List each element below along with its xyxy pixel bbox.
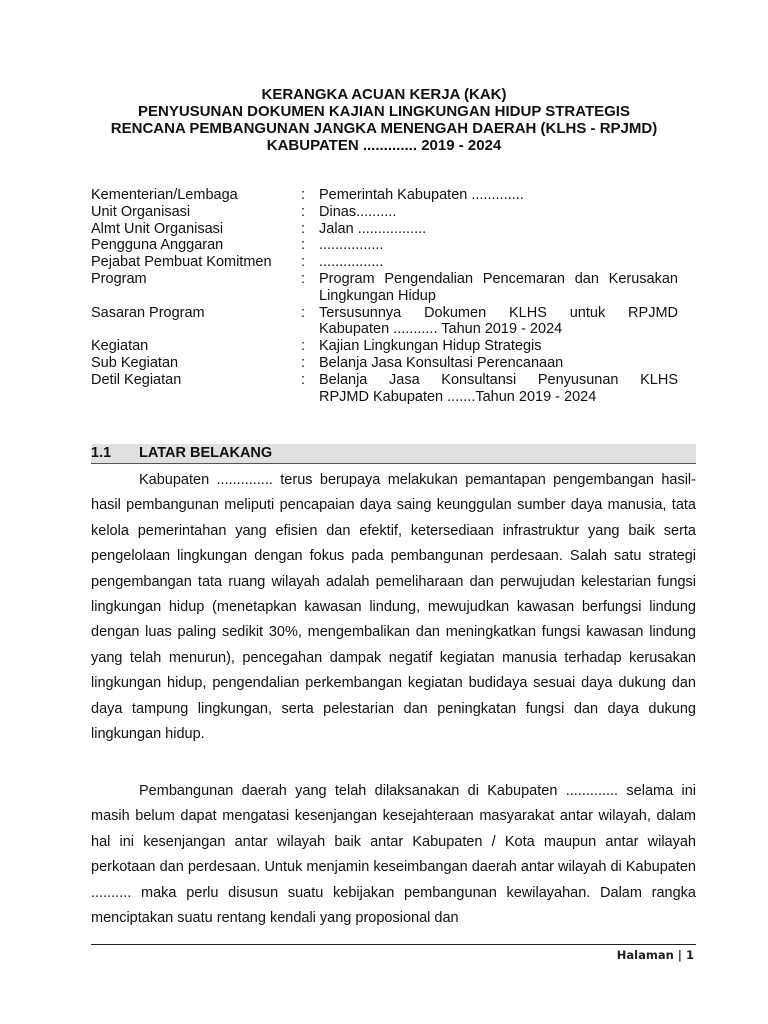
- meta-colon: :: [301, 254, 306, 271]
- meta-value-line: ................: [319, 254, 384, 271]
- meta-colon: :: [301, 338, 306, 355]
- page-number: Halaman | 1: [616, 948, 694, 962]
- meta-label: Kementerian/Lembaga: [91, 187, 238, 203]
- meta-label: Unit Organisasi: [91, 203, 191, 220]
- meta-value-line: Pemerintah Kabupaten .............: [319, 187, 524, 203]
- footer-divider: [91, 944, 696, 945]
- meta-row: [91, 221, 691, 238]
- meta-value-line: Program Pengendalian Pencemaran dan Kerusakan: [319, 270, 678, 287]
- paragraph: [91, 779, 696, 931]
- meta-value-line: Belanja Jasa Konsultasi Perencanaan: [319, 354, 564, 371]
- meta-value: [319, 254, 678, 271]
- meta-value: [319, 355, 678, 372]
- meta-row: [91, 372, 691, 406]
- title-line-4: KABUPATEN ............. 2019 - 2024: [266, 137, 502, 154]
- meta-value-line: Jalan .................: [319, 220, 427, 237]
- meta-colon: :: [301, 371, 306, 388]
- meta-colon: :: [301, 203, 306, 220]
- document-title: [0, 86, 768, 154]
- meta-value-line: ................: [319, 237, 384, 254]
- meta-row: [91, 204, 691, 221]
- meta-row: [91, 305, 691, 339]
- meta-row: [91, 338, 691, 355]
- meta-colon: :: [301, 220, 306, 237]
- meta-value-line: Kajian Lingkungan Hidup Strategis: [319, 338, 542, 355]
- meta-colon: :: [301, 270, 306, 287]
- meta-value: [319, 305, 678, 339]
- meta-colon: :: [301, 354, 306, 371]
- meta-row: [91, 237, 691, 254]
- meta-value-line: Belanja Jasa Konsultansi Penyusunan KLHS: [319, 371, 678, 388]
- meta-colon: :: [301, 187, 306, 203]
- meta-value-line: RPJMD Kabupaten .......Tahun 2019 - 2024: [319, 388, 597, 405]
- meta-value-line: Tersusunnya Dokumen KLHS untuk RPJMD: [319, 304, 678, 321]
- paragraph-text: Pembangunan daerah yang telah dilaksanakan di Kabupaten ............. selama ini masih belum dapat mengatasi kesenjangan kesejahteraan masyarakat antar wilayah, dalam hal ini kesenjangan antar wilayah baik antar Kabupaten / Kota maupun antar wilayah perkotaan dan perdesaan. Untuk menjamin keseimbangan daerah antar wilayah di Kabupaten .......... maka perlu disusun suatu kebijakan pembangunan kewilayahan. Dalam rangka menciptakan suatu rentang kendali yang proposional dan: [91, 783, 696, 927]
- paragraph: [91, 468, 696, 747]
- meta-value: [319, 338, 678, 355]
- meta-row: [91, 355, 691, 372]
- section-number: 1.1: [91, 445, 112, 461]
- meta-label: Sub Kegiatan: [91, 354, 179, 371]
- meta-row: [91, 254, 691, 271]
- meta-label: Almt Unit Organisasi: [91, 220, 224, 237]
- meta-value: [319, 372, 678, 406]
- title-line-2: PENYUSUNAN DOKUMEN KAJIAN LINGKUNGAN HIDUP STRATEGIS: [138, 103, 630, 120]
- meta-value: [319, 271, 678, 305]
- meta-colon: :: [301, 304, 306, 321]
- title-line-1: KERANGKA ACUAN KERJA (KAK): [261, 86, 507, 103]
- title-line-3: RENCANA PEMBANGUNAN JANGKA MENENGAH DAERAH (KLHS - RPJMD): [110, 120, 658, 137]
- meta-value: [319, 221, 678, 238]
- paragraph-text: Kabupaten .............. terus berupaya melakukan pemantapan pengembangan hasil-hasil pembangunan meliputi pencapaian daya saing keunggulan sumber daya manusia, tata kelola pemerintahan yang efisien dan efektif, ketersediaan infrastruktur yang baik serta pengelolaan lingkungan dengan fokus pada pembangunan perdesaan. Salah satu strategi pengembangan tata ruang wilayah adalah pemeliharaan dan perwujudan kelestarian fungsi lingkungan hidup (menetapkan kawasan lindung, mewujudkan kawasan berfungsi lindung dengan luas paling sedikit 30%, mengembalikan dan meningkatkan fungsi kawasan lindung yang telah menurun), pencegahan dampak negatif kegiatan manusia terhadap kerusakan lingkungan hidup, pengendalian perkembangan kegiatan budidaya sesuai daya dukung dan daya tampung lingkungan, serta pelestarian dan peningkatan fungsi dan daya dukung lingkungan hidup.: [91, 472, 696, 743]
- meta-label: Sasaran Program: [91, 304, 205, 321]
- section-title: LATAR BELAKANG: [139, 445, 273, 461]
- meta-label: Program: [91, 270, 147, 287]
- meta-value: [319, 237, 678, 254]
- meta-value: [319, 187, 678, 204]
- meta-value-line: Kabupaten ........... Tahun 2019 - 2024: [319, 321, 563, 338]
- section-heading: [91, 444, 696, 464]
- meta-row: [91, 271, 691, 305]
- meta-label: Detil Kegiatan: [91, 371, 182, 388]
- meta-value-line: Lingkungan Hidup: [319, 287, 436, 304]
- metadata-table: [91, 187, 691, 405]
- meta-value: [319, 204, 678, 221]
- meta-row: [91, 187, 691, 204]
- meta-value-line: Dinas..........: [319, 203, 397, 220]
- meta-label: Kegiatan: [91, 338, 149, 355]
- meta-colon: :: [301, 237, 306, 254]
- meta-label: Pejabat Pembuat Komitmen: [91, 254, 272, 271]
- meta-label: Pengguna Anggaran: [91, 237, 224, 254]
